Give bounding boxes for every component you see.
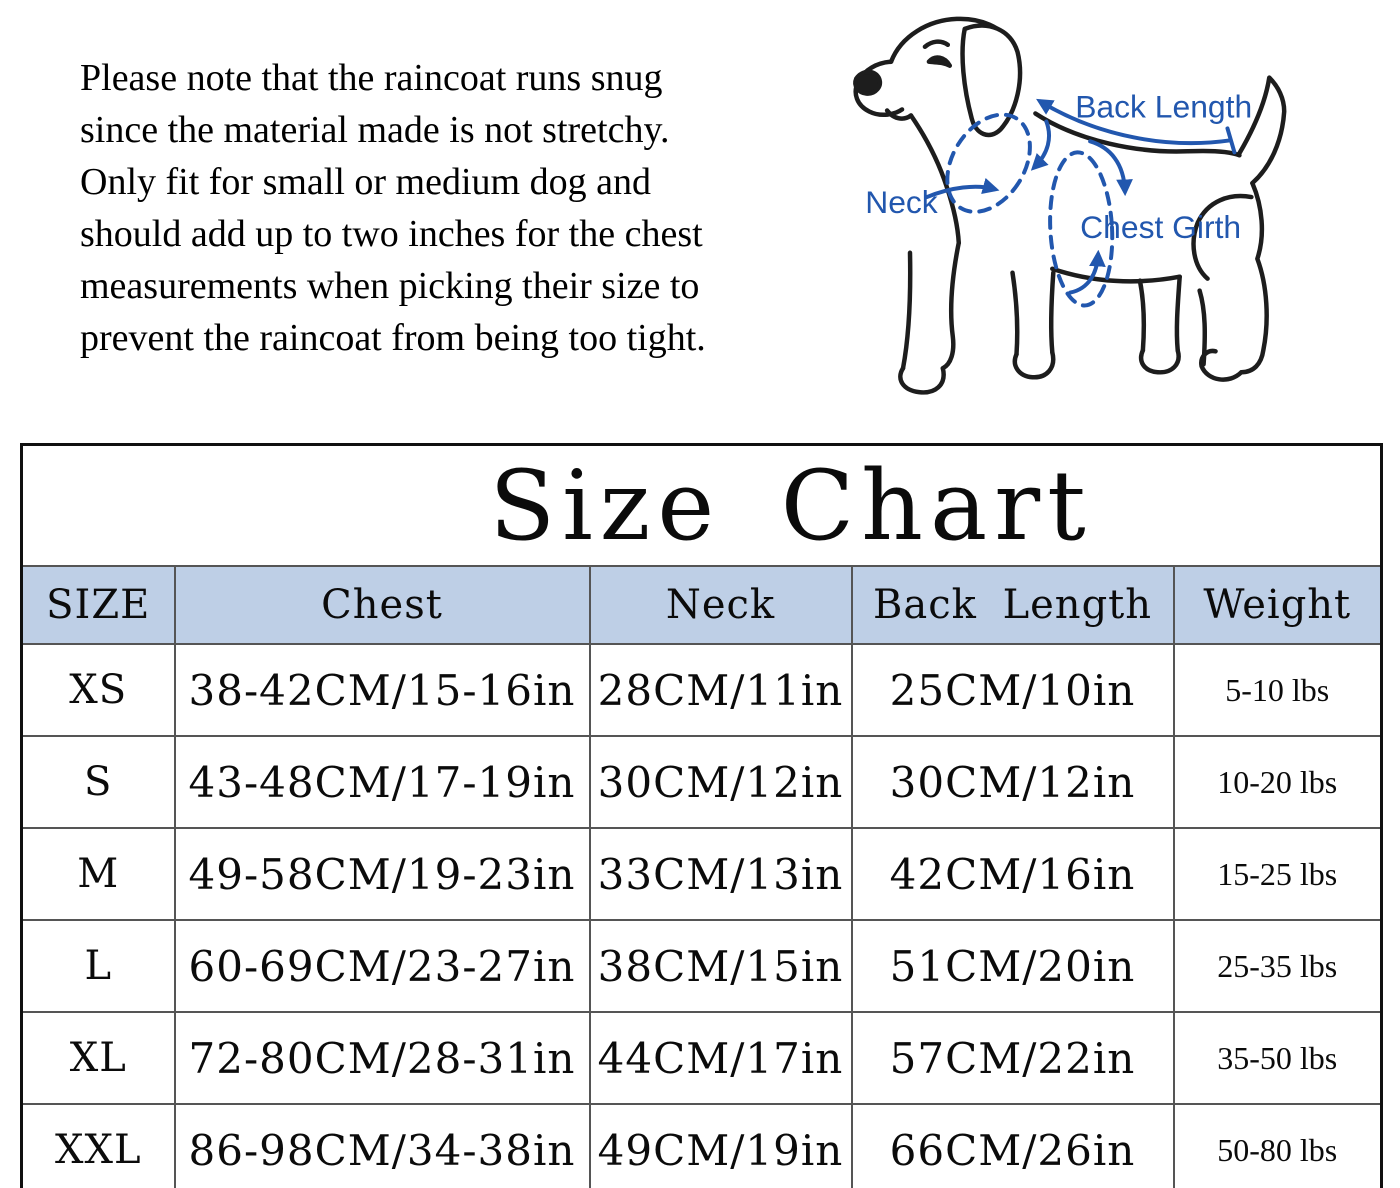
note-line: Only fit for small or medium dog and xyxy=(80,161,651,203)
cell-back-length: 57CM/22in xyxy=(852,1012,1174,1104)
cell-back-length: 66CM/26in xyxy=(852,1104,1174,1188)
cell-size: XL xyxy=(22,1012,175,1104)
size-table-body xyxy=(22,644,1382,1188)
neck-measure-ellipse xyxy=(930,100,1047,227)
note-line: prevent the raincoat from being too tight. xyxy=(80,317,706,359)
column-header-weight: Weight xyxy=(1174,566,1382,644)
dog-nose xyxy=(855,72,879,94)
cell-chest: 72-80CM/28-31in xyxy=(175,1012,590,1104)
cell-weight: 5-10 lbs xyxy=(1174,644,1382,736)
cell-neck: 33CM/13in xyxy=(590,828,852,920)
cell-back-length: 25CM/10in xyxy=(852,644,1174,736)
size-chart-table xyxy=(20,443,1383,1188)
size-row-s xyxy=(22,736,1382,828)
column-header-neck: Neck xyxy=(590,566,852,644)
size-row-l xyxy=(22,920,1382,1012)
size-chart-title: Size Chart xyxy=(22,445,1382,567)
cell-neck: 38CM/15in xyxy=(590,920,852,1012)
cell-size: M xyxy=(22,828,175,920)
note-line: should add up to two inches for the chest xyxy=(80,213,703,255)
cell-neck: 49CM/19in xyxy=(590,1104,852,1188)
cell-chest: 86-98CM/34-38in xyxy=(175,1104,590,1188)
column-header-back-length: Back Length xyxy=(852,566,1174,644)
dog-eye xyxy=(929,58,950,66)
note-line: measurements when picking their size to xyxy=(80,265,700,307)
cell-weight: 25-35 lbs xyxy=(1174,920,1382,1012)
table-header-row xyxy=(22,566,1382,644)
cell-chest: 43-48CM/17-19in xyxy=(175,736,590,828)
title-row xyxy=(22,445,1382,567)
cell-size: S xyxy=(22,736,175,828)
size-row-m xyxy=(22,828,1382,920)
cell-neck: 44CM/17in xyxy=(590,1012,852,1104)
cell-weight: 50-80 lbs xyxy=(1174,1104,1382,1188)
cell-weight: 10-20 lbs xyxy=(1174,736,1382,828)
cell-neck: 30CM/12in xyxy=(590,736,852,828)
neck-seam-arrow xyxy=(1034,121,1049,167)
cell-weight: 15-25 lbs xyxy=(1174,828,1382,920)
cell-size: L xyxy=(22,920,175,1012)
neck-label: Neck xyxy=(865,183,938,220)
note-line: since the material made is not stretchy. xyxy=(80,109,670,151)
note-line: Please note that the raincoat runs snug xyxy=(80,57,663,99)
cell-back-length: 30CM/12in xyxy=(852,736,1174,828)
cell-chest: 49-58CM/19-23in xyxy=(175,828,590,920)
cell-chest: 38-42CM/15-16in xyxy=(175,644,590,736)
cell-size: XS xyxy=(22,644,175,736)
size-row-xs xyxy=(22,644,1382,736)
size-row-xxl xyxy=(22,1104,1382,1188)
size-row-xl xyxy=(22,1012,1382,1104)
back-length-label: Back Length xyxy=(1075,88,1253,125)
cell-back-length: 42CM/16in xyxy=(852,828,1174,920)
cell-size: XXL xyxy=(22,1104,175,1188)
chest-girth-label: Chest Girth xyxy=(1080,208,1242,245)
cell-chest: 60-69CM/23-27in xyxy=(175,920,590,1012)
column-header-chest: Chest xyxy=(175,566,590,644)
cell-neck: 28CM/11in xyxy=(590,644,852,736)
dog-measurement-diagram xyxy=(838,2,1398,420)
cell-weight: 35-50 lbs xyxy=(1174,1012,1382,1104)
product-note xyxy=(80,52,706,364)
cell-back-length: 51CM/20in xyxy=(852,920,1174,1012)
column-header-size: SIZE xyxy=(22,566,175,644)
